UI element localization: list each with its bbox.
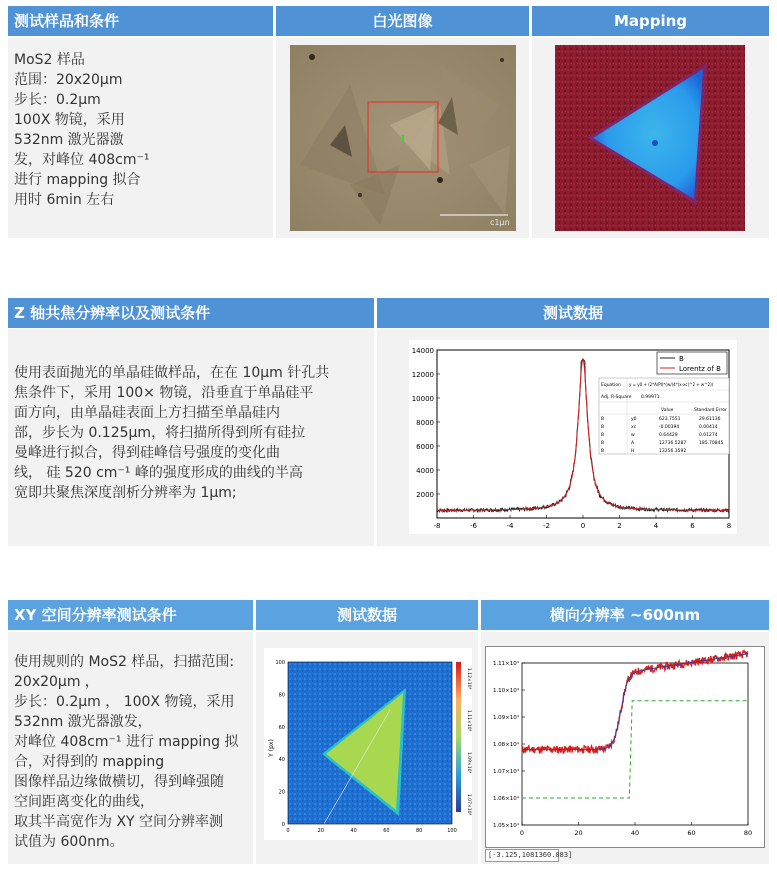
z-xtick-label: -8 bbox=[433, 522, 441, 530]
section2-header-test-data: 测试数据 bbox=[377, 298, 769, 328]
section1-white-light-panel bbox=[276, 38, 529, 238]
s3-line-0: 使用规则的 MoS2 样品，扫描范围: bbox=[14, 654, 235, 670]
section2-chart-panel bbox=[377, 329, 769, 546]
section3-conditions-text bbox=[14, 652, 239, 852]
z-xtick-label: -4 bbox=[506, 522, 514, 530]
z-xtick-label: -2 bbox=[543, 522, 550, 530]
lat-xtick-label: 80 bbox=[743, 829, 753, 837]
section3-text-panel bbox=[8, 632, 253, 864]
lat-ytick-label: 1.09×10⁴ bbox=[492, 715, 519, 721]
fit-row-dataset: B bbox=[601, 449, 605, 454]
s2-line-2: 面方向，由单晶硅表面上方扫描至单晶硅内 bbox=[14, 405, 280, 421]
colorbar-tick-label: 1.09×10⁴ bbox=[466, 752, 471, 774]
map-ytick-label: 80 bbox=[278, 692, 285, 699]
map-xtick-label: 20 bbox=[317, 828, 324, 834]
fit-row-dataset: B bbox=[601, 417, 605, 422]
map-xtick-label: 80 bbox=[416, 828, 423, 834]
fit-row-value: 12736.5287 bbox=[659, 441, 687, 446]
map-ytick-label: 20 bbox=[278, 789, 285, 796]
lat-ytick-label: 1.11×10⁴ bbox=[492, 661, 519, 667]
z-xtick-label: -6 bbox=[470, 522, 477, 530]
z-xtick-label: 8 bbox=[726, 522, 732, 530]
s3-line-9: 试值为 600nm。 bbox=[14, 834, 124, 850]
section3-header-test-data: 测试数据 bbox=[256, 600, 478, 630]
s1-line-4: 532nm 激光器激 bbox=[14, 132, 124, 148]
fit-row-value: 13256.3592 bbox=[659, 449, 687, 454]
lateral-data-line bbox=[522, 651, 748, 753]
fit-col-error: Standard Error bbox=[694, 408, 727, 413]
section1-header-conditions: 测试样品和条件 bbox=[8, 6, 273, 36]
s2-line-4: 曼峰进行拟合，得到硅峰信号强度的变化曲 bbox=[14, 445, 280, 461]
z-ytick-label: 8000 bbox=[416, 419, 434, 427]
map-xtick-label: 40 bbox=[350, 828, 357, 834]
s3-line-6: 图像样品边缘做横切，得到峰强随 bbox=[14, 774, 224, 790]
section3-header-xy-resolution: XY 空间分辨率测试条件 bbox=[8, 600, 253, 630]
colorbar-tick-label: 1.12×10⁴ bbox=[466, 668, 471, 690]
section1-conditions-text bbox=[14, 50, 150, 210]
fit-row-dataset: B bbox=[601, 425, 605, 430]
s2-line-5: 线， 硅 520 cm⁻¹ 峰的强度形成的曲线的半高 bbox=[14, 465, 303, 481]
white-light-image bbox=[290, 45, 516, 231]
lat-ytick-label: 1.07×10⁴ bbox=[492, 769, 519, 775]
s3-line-2: 步长：0.2μm ， 100X 物镜，采用 bbox=[14, 694, 235, 710]
section1-header-white-light: 白光图像 bbox=[276, 6, 529, 36]
z-ytick-label: 12000 bbox=[411, 371, 434, 379]
fit-row-param: w bbox=[631, 433, 635, 438]
map-ytick-label: 40 bbox=[278, 757, 285, 764]
map-y-axis-label: Y (px) bbox=[268, 739, 275, 757]
s3-line-4: 对峰位 408cm⁻¹ 进行 mapping 拟 bbox=[14, 734, 239, 750]
legend-label-lorentz: Lorentz of B bbox=[679, 365, 721, 373]
raman-mapping-image bbox=[555, 45, 745, 231]
fit-row-dataset: B bbox=[601, 433, 605, 438]
fit-row-value: -0.00394 bbox=[659, 425, 680, 430]
section1-mapping-panel bbox=[532, 38, 769, 238]
fit-row-param: y0 bbox=[631, 417, 637, 422]
z-xtick-label: 6 bbox=[690, 522, 695, 530]
fit-row-error: 0.01274 bbox=[699, 433, 718, 438]
map-colorbar bbox=[456, 662, 461, 812]
map-ytick-label: 100 bbox=[275, 660, 285, 666]
z-legend bbox=[657, 352, 727, 374]
z-ytick-label: 2000 bbox=[416, 491, 434, 499]
s1-line-1: 范围：20x20μm bbox=[14, 72, 123, 88]
section3-lateral-chart-panel bbox=[481, 632, 769, 864]
s1-line-0: MoS2 样品 bbox=[14, 52, 85, 68]
scale-bar-label: c1μn bbox=[490, 218, 510, 227]
z-ytick-label: 6000 bbox=[416, 443, 434, 451]
s1-line-6: 进行 mapping 拟合 bbox=[14, 172, 141, 188]
colorbar-tick-label: 1.11×10⁴ bbox=[466, 710, 471, 732]
section1-text-panel bbox=[8, 38, 273, 238]
s1-line-3: 100X 物镜，采用 bbox=[14, 112, 125, 128]
s3-line-5: 合，对得到的 mapping bbox=[14, 754, 165, 770]
section2-conditions-text bbox=[14, 363, 329, 503]
cursor-readout: [-3.125,1081360.083] bbox=[485, 849, 559, 862]
s2-line-1: 焦条件下，采用 100× 物镜，沿垂直于单晶硅平 bbox=[14, 385, 314, 401]
z-ytick-label: 10000 bbox=[411, 395, 434, 403]
s3-line-8: 取其半高宽作为 XY 空间分辨率测 bbox=[14, 814, 224, 830]
fit-row-param: xc bbox=[631, 425, 637, 430]
fit-r2-label: Adj. R-Square bbox=[601, 395, 632, 400]
legend-label-b: B bbox=[679, 355, 684, 363]
lat-xtick-label: 40 bbox=[630, 829, 640, 837]
s3-line-1: 20x20μm ， bbox=[14, 674, 99, 690]
z-ytick-label: 14000 bbox=[411, 347, 434, 355]
s2-line-0: 使用表面抛光的单晶硅做样品，在在 10μm 针孔共 bbox=[14, 365, 330, 381]
fit-eq-value: y = y0 + (2*A/PI)*(w/(4*(x-xc)^2 + w^2)) bbox=[629, 382, 714, 387]
fit-row-error: 29.61136 bbox=[699, 417, 721, 422]
section2-header-z-resolution: Z 轴共焦分辨率以及测试条件 bbox=[8, 298, 374, 328]
lat-ytick-label: 1.08×10⁴ bbox=[492, 742, 519, 748]
lat-xtick-label: 60 bbox=[687, 829, 696, 837]
z-profile-chart bbox=[409, 340, 737, 534]
lateral-plot-frame bbox=[522, 663, 748, 825]
fit-row-value: 0.64429 bbox=[659, 433, 678, 438]
s3-line-7: 空间距离变化的曲线， bbox=[14, 794, 154, 810]
s2-line-6: 宽即共聚焦深度剖析分辨率为 1μm; bbox=[14, 485, 237, 501]
map-ytick-label: 0 bbox=[281, 822, 285, 828]
fit-row-param: H bbox=[631, 449, 635, 454]
z-xtick-label: 0 bbox=[580, 522, 586, 530]
s1-line-2: 步长：0.2μm bbox=[14, 92, 101, 108]
lat-ytick-label: 1.10×10⁴ bbox=[492, 688, 519, 694]
s1-line-5: 发，对峰位 408cm⁻¹ bbox=[14, 152, 150, 168]
s3-line-3: 532nm 激光器激发， bbox=[14, 714, 152, 730]
fit-row-error: 0.00414 bbox=[699, 425, 718, 430]
map-xtick-label: 100 bbox=[447, 828, 457, 834]
lateral-fit-line bbox=[522, 654, 748, 750]
s1-line-7: 用时 6min 左右 bbox=[14, 192, 115, 208]
map-xtick-label: 0 bbox=[286, 828, 290, 834]
section1-header-mapping: Mapping bbox=[532, 6, 769, 36]
fit-eq-label: Equation bbox=[601, 383, 621, 388]
lat-xtick-label: 0 bbox=[519, 829, 525, 837]
lat-ytick-label: 1.05×10⁴ bbox=[492, 823, 519, 829]
section2-text-panel bbox=[8, 329, 374, 546]
fit-row-value: 623.7551 bbox=[659, 417, 681, 422]
fit-row-error: 185.70845 bbox=[699, 441, 724, 446]
section3-map-panel bbox=[256, 632, 478, 864]
fit-row-dataset: B bbox=[601, 441, 605, 446]
lateral-profile-chart bbox=[486, 647, 764, 847]
fit-result-table bbox=[599, 378, 729, 454]
lat-xtick-label: 20 bbox=[574, 829, 583, 837]
z-xtick-label: 2 bbox=[617, 522, 622, 530]
map-ytick-label: 60 bbox=[278, 724, 285, 731]
section3-header-lateral-resolution: 横向分辨率 ~600nm bbox=[481, 600, 769, 630]
lat-ytick-label: 1.06×10⁴ bbox=[492, 796, 519, 802]
colorbar-tick-label: 1.07×10⁴ bbox=[466, 794, 471, 816]
fit-row-param: A bbox=[631, 441, 635, 446]
s2-line-3: 部，步长为 0.125μm，将扫描所得到所有硅拉 bbox=[14, 425, 306, 441]
z-ytick-label: 4000 bbox=[416, 467, 434, 475]
fit-col-value: Value bbox=[661, 408, 674, 413]
fit-r2-value: 0.99971 bbox=[641, 395, 660, 400]
map-xtick-label: 60 bbox=[383, 828, 390, 834]
z-xtick-label: 4 bbox=[653, 522, 659, 530]
xy-raman-map bbox=[264, 648, 472, 840]
